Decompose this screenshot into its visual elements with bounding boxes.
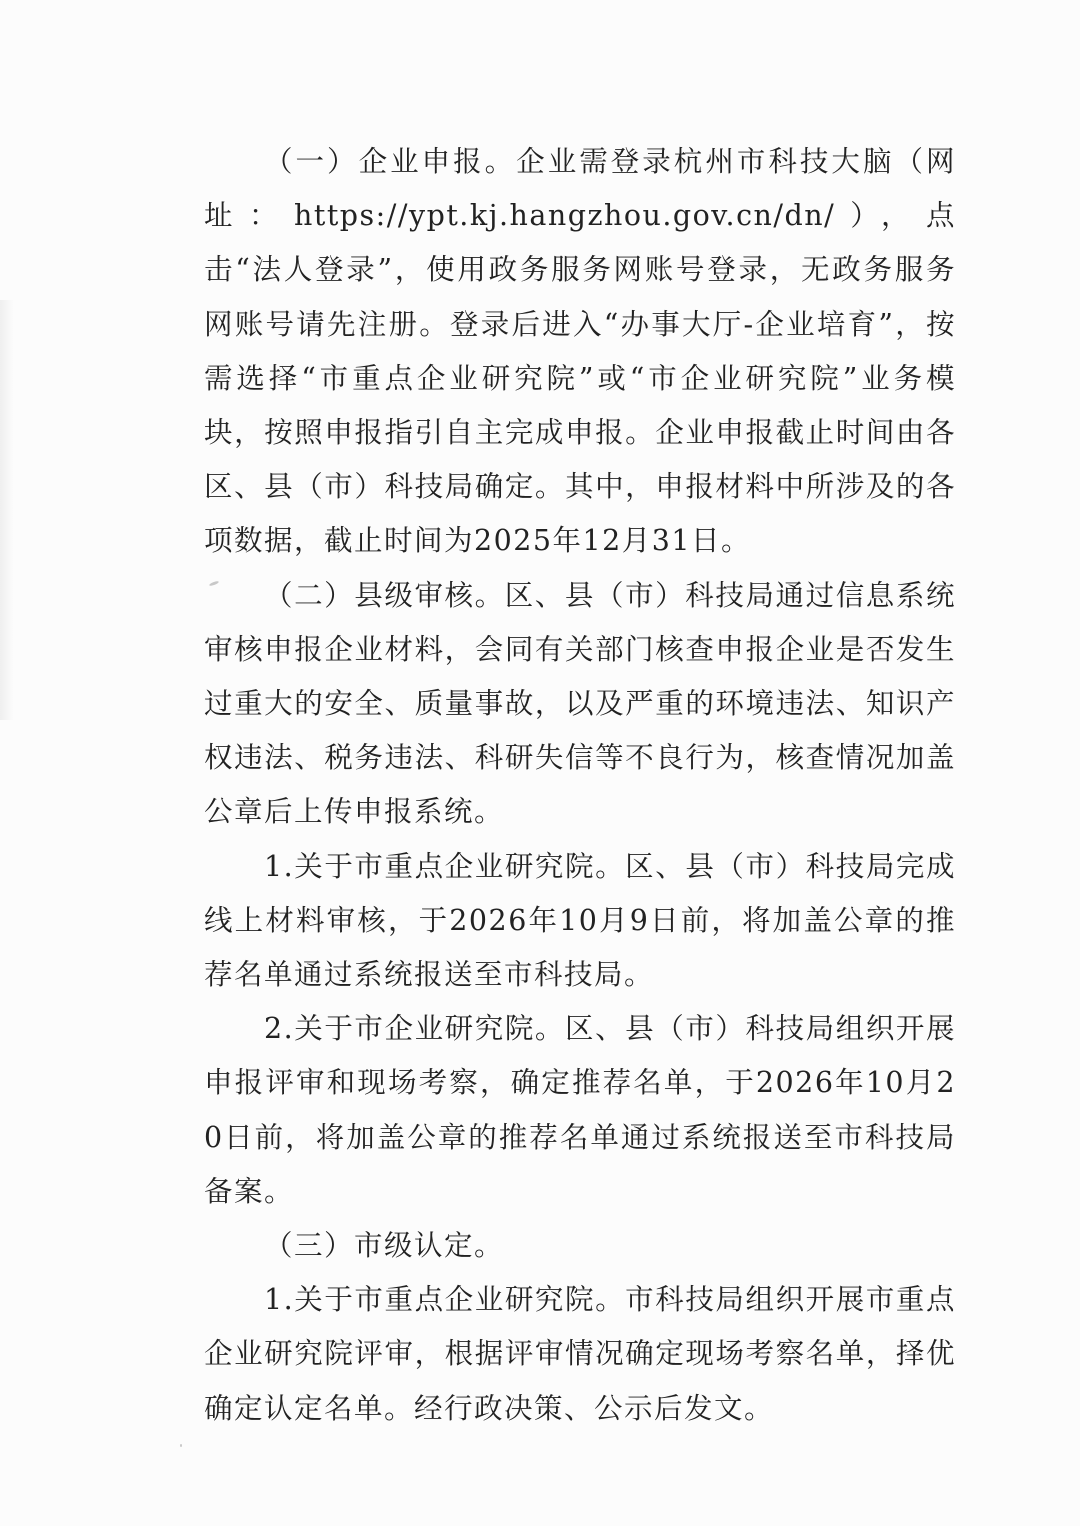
scan-edge-shadow	[0, 300, 14, 720]
paragraph-enterprise-application: （一）企业申报。企业需登录杭州市科技大脑（网址：https://ypt.kj.hangzhou.gov.cn/dn/），点击“法人登录”，使用政务服务网账号登录，无政务服务网账号请先注册。登录后进入“办事大厅-企业培育”，按需选择“市重点企业研究院”或“市企业研究院”业务模块，按照申报指引自主完成申报。企业申报截止时间由各区、县（市）科技局确定。其中，申报材料中所涉及的各项数据，截止时间为2025年12月31日。	[204, 145, 956, 558]
paragraph-county-key-institute: 1.关于市重点企业研究院。区、县（市）科技局完成线上材料审核，于2026年10月9日前，将加盖公章的推荐名单通过系统报送至市科技局。	[204, 849, 956, 992]
paragraph-county-institute: 2.关于市企业研究院。区、县（市）科技局组织开展申报评审和现场考察，确定推荐名单，于2026年10月20日前，将加盖公章的推荐名单通过系统报送至市科技局备案。	[204, 1012, 956, 1208]
paragraph-city-accreditation-heading: （三）市级认定。	[264, 1229, 505, 1263]
paragraph-city-key-institute: 1.关于市重点企业研究院。市科技局组织开展市重点企业研究院评审，根据评审情况确定现场考察名单，择优确定认定名单。经行政决策、公示后发文。	[204, 1283, 956, 1425]
scan-speck	[180, 1444, 182, 1447]
paragraph-county-review: （二）县级审核。区、县（市）科技局通过信息系统审核申报企业材料，会同有关部门核查申报企业是否发生过重大的安全、质量事故，以及严重的环境违法、知识产权违法、税务违法、科研失信等不良行为，核查情况加盖公章后上传申报系统。	[204, 578, 956, 829]
document-body	[204, 135, 956, 1436]
